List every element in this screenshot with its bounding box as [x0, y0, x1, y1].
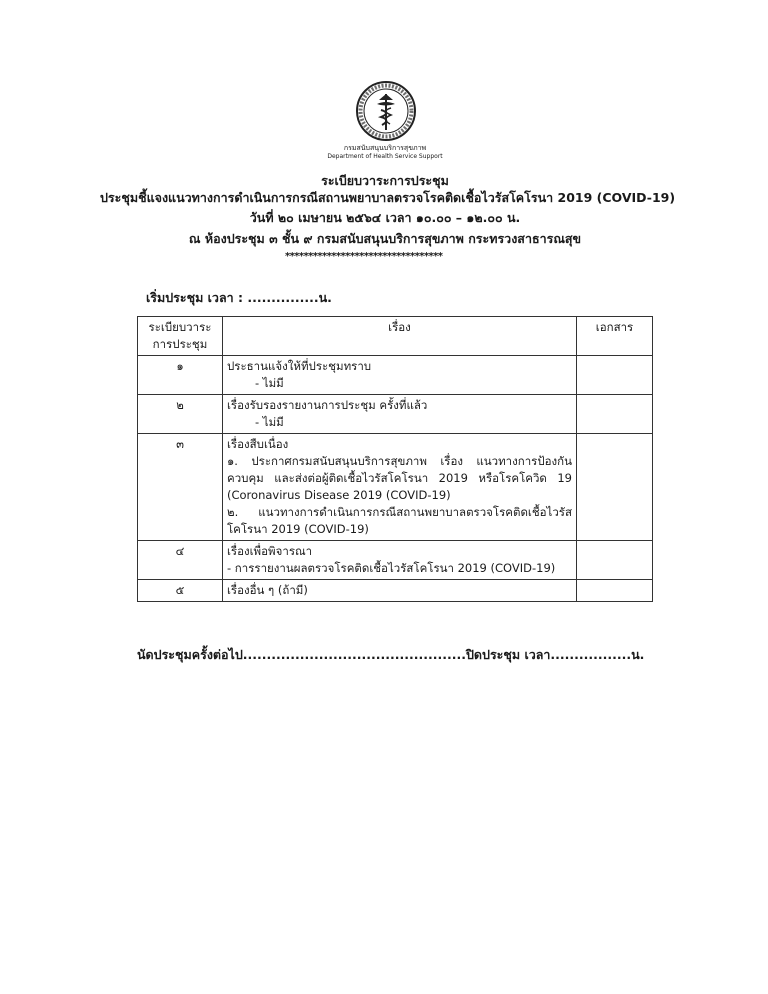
agenda-number: ๕: [138, 580, 223, 602]
header-documents: เอกสาร: [577, 317, 653, 356]
table-header-row: [138, 317, 653, 356]
agenda-detail: ๒. แนวทางการดำเนินการกรณีสถานพยาบาลตรวจโรคติดเชื้อไวรัสโคโรนา 2019 (COVID-19): [227, 505, 572, 536]
header-topic: เรื่อง: [223, 317, 577, 356]
table-row: [138, 541, 653, 580]
agenda-detail: ๑. ประกาศกรมสนับสนุนบริการสุขภาพ เรื่อง แนวทางการป้องกัน ควบคุม และส่งต่อผู้ติดเชื้อไวรัสโคโรนา 2019 หรือโรคโควิด 19 (Coronavirus Disease 2019 (COVID-19): [227, 454, 572, 502]
agenda-table: [137, 316, 653, 602]
agenda-topic: เรื่องอื่น ๆ (ถ้ามี): [227, 583, 308, 597]
meeting-location: ณ ห้องประชุม ๓ ชั้น ๙ กรมสนับสนุนบริการสุขภาพ กระทรวงสาธารณสุข: [188, 231, 582, 246]
agenda-topic: ประธานแจ้งให้ที่ประชุมทราบ: [227, 359, 372, 373]
agenda-number: ๒: [138, 395, 223, 434]
header-agenda: ระเบียบวาระการประชุม: [138, 317, 223, 356]
agenda-documents: [577, 541, 653, 580]
agenda-documents: [577, 395, 653, 434]
agenda-number: ๑: [138, 356, 223, 395]
document-title: ระเบียบวาระการประชุม: [321, 173, 449, 188]
agenda-detail: - ไม่มี: [255, 376, 284, 390]
table-row: [138, 434, 653, 541]
agenda-topic: เรื่องสืบเนื่อง: [227, 437, 289, 451]
agenda-detail: - การรายงานผลตรวจโรคติดเชื้อไวรัสโคโรนา 2019 (COVID-19): [227, 561, 556, 575]
org-name-en: Department of Health Service Support: [327, 153, 443, 160]
org-name-th: กรมสนับสนุนบริการสุขภาพ: [343, 144, 427, 152]
agenda-number: ๔: [138, 541, 223, 580]
agenda-topic-cell: [223, 580, 577, 602]
agenda-detail: - ไม่มี: [255, 415, 284, 429]
separator-line: **********************************: [285, 251, 443, 262]
table-row: [138, 356, 653, 395]
meeting-subject: ประชุมชี้แจงแนวทางการดำเนินการกรณีสถานพยาบาลตรวจโรคติดเชื้อไวรัสโคโรนา 2019 (COVID-19): [100, 190, 676, 205]
agenda-documents: [577, 580, 653, 602]
agenda-documents: [577, 356, 653, 395]
meeting-start-time: เริ่มประชุม เวลา : ...............น.: [146, 290, 332, 305]
table-row: [138, 580, 653, 602]
agenda-topic-cell: [223, 395, 577, 434]
meeting-date-time: วันที่ ๒๐ เมษายน ๒๕๖๔ เวลา ๑๐.๐๐ – ๑๒.๐๐ น.: [249, 210, 521, 225]
table-row: [138, 395, 653, 434]
agenda-topic: เรื่องรับรองรายงานการประชุม ครั้งที่แล้ว: [227, 398, 428, 412]
ministry-of-public-health-seal-icon: [355, 80, 417, 142]
agenda-number: ๓: [138, 434, 223, 541]
agenda-topic: เรื่องเพื่อพิจารณา: [227, 544, 313, 558]
agenda-topic-cell: [223, 434, 577, 541]
agenda-topic-cell: [223, 541, 577, 580]
agenda-documents: [577, 434, 653, 541]
agenda-topic-cell: [223, 356, 577, 395]
next-meeting-line: นัดประชุมครั้งต่อไป...............................................ปิดประชุม เวลา.................น.: [137, 647, 645, 662]
